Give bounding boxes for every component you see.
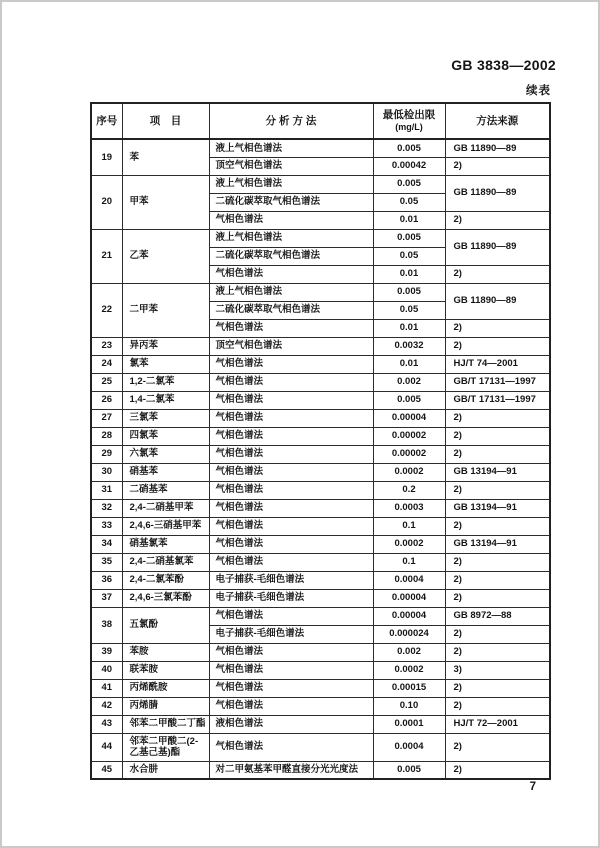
cell-method: 气相色谱法 — [209, 679, 373, 697]
cell-source: 2) — [445, 571, 550, 589]
cell-no: 31 — [91, 481, 122, 499]
cell-no: 35 — [91, 553, 122, 571]
cell-limit: 0.00004 — [373, 589, 445, 607]
cell-source: 2) — [445, 517, 550, 535]
cell-item: 邻苯二甲酸二丁酯 — [122, 715, 209, 733]
cell-method: 气相色谱法 — [209, 391, 373, 409]
cell-limit: 0.05 — [373, 301, 445, 319]
cell-method: 二硫化碳萃取气相色谱法 — [209, 193, 373, 211]
table-row — [91, 535, 550, 553]
cell-no: 33 — [91, 517, 122, 535]
cell-limit: 0.01 — [373, 265, 445, 283]
table-row — [91, 391, 550, 409]
table-row — [91, 553, 550, 571]
cell-source: 2) — [445, 445, 550, 463]
cell-no: 39 — [91, 643, 122, 661]
cell-item: 乙苯 — [122, 229, 209, 283]
cell-limit: 0.0003 — [373, 499, 445, 517]
cell-source: 2) — [445, 733, 550, 761]
cell-no: 38 — [91, 607, 122, 643]
cell-no: 34 — [91, 535, 122, 553]
table-row — [91, 571, 550, 589]
cell-source: 2) — [445, 697, 550, 715]
cell-item: 五氯酚 — [122, 607, 209, 643]
cell-source: 2) — [445, 679, 550, 697]
cell-item: 水合肼 — [122, 761, 209, 779]
cell-source: 2) — [445, 481, 550, 499]
cell-limit: 0.2 — [373, 481, 445, 499]
cell-no: 19 — [91, 139, 122, 175]
cell-source: 2) — [445, 589, 550, 607]
cell-item: 2,4-二硝基氯苯 — [122, 553, 209, 571]
cell-source: HJ/T 72—2001 — [445, 715, 550, 733]
cell-item: 硝基苯 — [122, 463, 209, 481]
cell-no: 40 — [91, 661, 122, 679]
cell-item: 氯苯 — [122, 355, 209, 373]
cell-item: 2,4,6-三硝基甲苯 — [122, 517, 209, 535]
cell-item: 2,4-二氯苯酚 — [122, 571, 209, 589]
cell-limit: 0.002 — [373, 643, 445, 661]
cell-source: GB/T 17131—1997 — [445, 373, 550, 391]
cell-item: 二硝基苯 — [122, 481, 209, 499]
cell-source: GB 8972—88 — [445, 607, 550, 625]
cell-method: 液上气相色谱法 — [209, 175, 373, 193]
table-row — [91, 463, 550, 481]
cell-source: GB 13194—91 — [445, 463, 550, 481]
cell-source: 2) — [445, 265, 550, 283]
cell-method: 气相色谱法 — [209, 409, 373, 427]
cell-method: 气相色谱法 — [209, 373, 373, 391]
table-row — [91, 409, 550, 427]
cell-method: 气相色谱法 — [209, 211, 373, 229]
cell-limit: 0.00042 — [373, 157, 445, 175]
cell-source: 2) — [445, 157, 550, 175]
cell-no: 22 — [91, 283, 122, 337]
cell-item: 苯胺 — [122, 643, 209, 661]
cell-source: GB 11890—89 — [445, 229, 550, 265]
cell-limit: 0.01 — [373, 211, 445, 229]
cell-method: 气相色谱法 — [209, 463, 373, 481]
cell-method: 气相色谱法 — [209, 427, 373, 445]
cell-method: 顶空气相色谱法 — [209, 157, 373, 175]
cell-method: 电子捕获-毛细色谱法 — [209, 571, 373, 589]
cell-no: 41 — [91, 679, 122, 697]
continued-table-label: 续表 — [526, 85, 551, 97]
analysis-methods-table — [90, 102, 551, 780]
cell-method: 气相色谱法 — [209, 661, 373, 679]
table-row — [91, 499, 550, 517]
table-row — [91, 481, 550, 499]
cell-item: 1,4-二氯苯 — [122, 391, 209, 409]
table-row — [91, 715, 550, 733]
cell-limit: 0.0032 — [373, 337, 445, 355]
table-row — [91, 761, 550, 779]
cell-no: 20 — [91, 175, 122, 229]
cell-limit: 0.01 — [373, 355, 445, 373]
header-limit-text: 最低检出限 — [382, 109, 436, 122]
cell-source: GB 13194—91 — [445, 535, 550, 553]
cell-source: 2) — [445, 625, 550, 643]
cell-method: 二硫化碳萃取气相色谱法 — [209, 247, 373, 265]
cell-source: GB/T 17131—1997 — [445, 391, 550, 409]
cell-source: 2) — [445, 427, 550, 445]
cell-limit: 0.00015 — [373, 679, 445, 697]
header-limit-unit: (mg/L) — [395, 121, 423, 132]
cell-source: 2) — [445, 761, 550, 779]
cell-method: 气相色谱法 — [209, 607, 373, 625]
cell-no: 24 — [91, 355, 122, 373]
cell-source: GB 13194—91 — [445, 499, 550, 517]
cell-limit: 0.00004 — [373, 607, 445, 625]
cell-method: 液上气相色谱法 — [209, 139, 373, 157]
cell-limit: 0.005 — [373, 391, 445, 409]
cell-no: 36 — [91, 571, 122, 589]
cell-source: GB 11890—89 — [445, 139, 550, 157]
cell-method: 二硫化碳萃取气相色谱法 — [209, 301, 373, 319]
table-header-row — [91, 103, 550, 139]
table-row — [91, 337, 550, 355]
cell-no: 21 — [91, 229, 122, 283]
table-row — [91, 445, 550, 463]
cell-no: 28 — [91, 427, 122, 445]
cell-limit: 0.10 — [373, 697, 445, 715]
cell-method: 气相色谱法 — [209, 517, 373, 535]
cell-method: 气相色谱法 — [209, 535, 373, 553]
cell-method: 电子捕获-毛细色谱法 — [209, 625, 373, 643]
table-row — [91, 661, 550, 679]
cell-method: 气相色谱法 — [209, 643, 373, 661]
cell-limit: 0.005 — [373, 139, 445, 157]
cell-source: 2) — [445, 409, 550, 427]
header-no: 序号 — [91, 103, 122, 139]
cell-method: 气相色谱法 — [209, 481, 373, 499]
cell-limit: 0.05 — [373, 193, 445, 211]
cell-item: 1,2-二氯苯 — [122, 373, 209, 391]
cell-source: 2) — [445, 319, 550, 337]
cell-item: 六氯苯 — [122, 445, 209, 463]
cell-item: 丙烯腈 — [122, 697, 209, 715]
cell-limit: 0.05 — [373, 247, 445, 265]
cell-no: 29 — [91, 445, 122, 463]
cell-method: 气相色谱法 — [209, 319, 373, 337]
cell-method: 电子捕获-毛细色谱法 — [209, 589, 373, 607]
cell-limit: 0.00004 — [373, 409, 445, 427]
table-row — [91, 139, 550, 157]
header-limit — [373, 103, 445, 139]
cell-method: 顶空气相色谱法 — [209, 337, 373, 355]
cell-limit: 0.0001 — [373, 715, 445, 733]
cell-method: 液上气相色谱法 — [209, 229, 373, 247]
cell-method: 气相色谱法 — [209, 733, 373, 761]
cell-limit: 0.005 — [373, 761, 445, 779]
header-source: 方法来源 — [445, 103, 550, 139]
cell-no: 30 — [91, 463, 122, 481]
cell-no: 25 — [91, 373, 122, 391]
cell-no: 43 — [91, 715, 122, 733]
cell-item: 异丙苯 — [122, 337, 209, 355]
cell-item: 苯 — [122, 139, 209, 175]
cell-item: 四氯苯 — [122, 427, 209, 445]
document-code: GB 3838—2002 — [451, 57, 556, 73]
cell-limit: 0.1 — [373, 553, 445, 571]
cell-item: 邻苯二甲酸二(2-乙基己基)酯 — [122, 733, 209, 761]
cell-source: HJ/T 74—2001 — [445, 355, 550, 373]
cell-no: 32 — [91, 499, 122, 517]
cell-source: 2) — [445, 643, 550, 661]
cell-limit: 0.005 — [373, 283, 445, 301]
cell-limit: 0.000024 — [373, 625, 445, 643]
cell-source: 3) — [445, 661, 550, 679]
table-row — [91, 733, 550, 761]
table-row — [91, 373, 550, 391]
cell-item: 联苯胺 — [122, 661, 209, 679]
table-row — [91, 175, 550, 193]
cell-source: 2) — [445, 553, 550, 571]
cell-item: 2,4-二硝基甲苯 — [122, 499, 209, 517]
cell-source: GB 11890—89 — [445, 175, 550, 211]
table-row — [91, 517, 550, 535]
table-row — [91, 229, 550, 247]
cell-method: 液上气相色谱法 — [209, 283, 373, 301]
cell-item: 甲苯 — [122, 175, 209, 229]
cell-source: GB 11890—89 — [445, 283, 550, 319]
cell-limit: 0.005 — [373, 229, 445, 247]
cell-limit: 0.00002 — [373, 445, 445, 463]
header-item: 项 目 — [122, 103, 209, 139]
table-row — [91, 589, 550, 607]
cell-limit: 0.1 — [373, 517, 445, 535]
cell-no: 44 — [91, 733, 122, 761]
cell-method: 气相色谱法 — [209, 553, 373, 571]
table-row — [91, 679, 550, 697]
cell-limit: 0.0004 — [373, 733, 445, 761]
cell-limit: 0.01 — [373, 319, 445, 337]
cell-source: 2) — [445, 211, 550, 229]
cell-limit: 0.0002 — [373, 535, 445, 553]
table-row — [91, 607, 550, 625]
cell-method: 气相色谱法 — [209, 445, 373, 463]
cell-limit: 0.0002 — [373, 463, 445, 481]
cell-limit: 0.002 — [373, 373, 445, 391]
cell-no: 42 — [91, 697, 122, 715]
cell-no: 37 — [91, 589, 122, 607]
table-row — [91, 283, 550, 301]
cell-method: 液相色谱法 — [209, 715, 373, 733]
cell-item: 丙烯酰胺 — [122, 679, 209, 697]
table-row — [91, 643, 550, 661]
cell-limit: 0.005 — [373, 175, 445, 193]
table-row — [91, 355, 550, 373]
cell-no: 26 — [91, 391, 122, 409]
cell-no: 45 — [91, 761, 122, 779]
cell-item: 硝基氯苯 — [122, 535, 209, 553]
cell-method: 对二甲氨基苯甲醛直接分光光度法 — [209, 761, 373, 779]
cell-limit: 0.00002 — [373, 427, 445, 445]
table-row — [91, 427, 550, 445]
cell-no: 27 — [91, 409, 122, 427]
cell-no: 23 — [91, 337, 122, 355]
cell-method: 气相色谱法 — [209, 499, 373, 517]
cell-method: 气相色谱法 — [209, 265, 373, 283]
cell-method: 气相色谱法 — [209, 355, 373, 373]
header-method: 分 析 方 法 — [209, 103, 373, 139]
cell-limit: 0.0002 — [373, 661, 445, 679]
cell-source: 2) — [445, 337, 550, 355]
table-row — [91, 697, 550, 715]
page-number: 7 — [529, 781, 536, 793]
cell-item: 2,4,6-三氯苯酚 — [122, 589, 209, 607]
cell-method: 气相色谱法 — [209, 697, 373, 715]
cell-limit: 0.0004 — [373, 571, 445, 589]
cell-item: 三氯苯 — [122, 409, 209, 427]
cell-item: 二甲苯 — [122, 283, 209, 337]
